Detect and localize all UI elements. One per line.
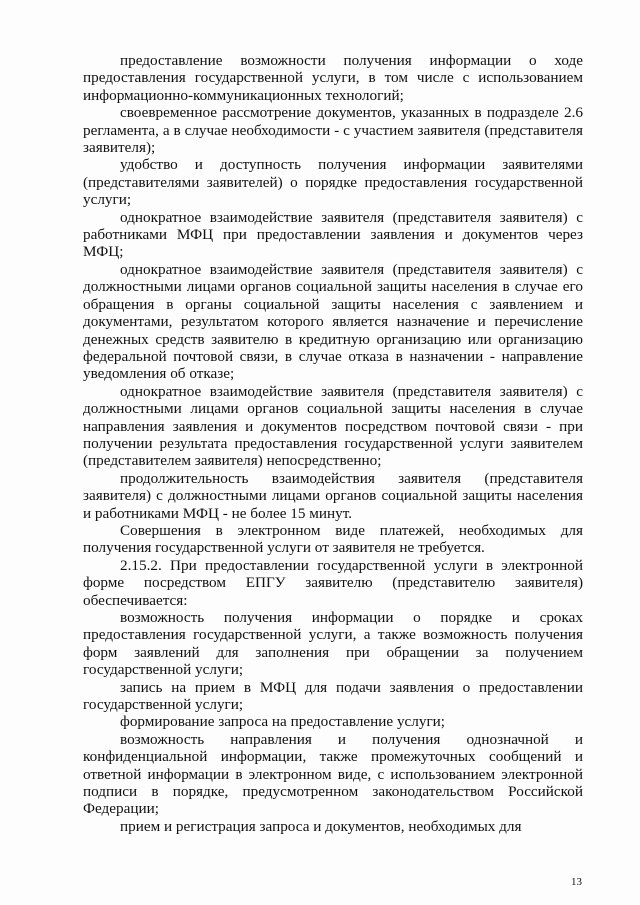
paragraph: 2.15.2. При предоставлении государственной услуги в электронной форме посредством ЕПГУ заявителю (представителю заявителя) обеспечивается: xyxy=(83,556,583,609)
paragraph: предоставление возможности получения информации о ходе предоставления государственной услуги, в том числе с использованием информационно-коммуникационных технологий; xyxy=(83,52,583,104)
paragraph: однократное взаимодействие заявителя (представителя заявителя) с должностными лицами органов социальной защиты населения в случае направления заявления и документов посредством почтовой связи - при получении результата предоставления государственной услуги заявителем (представителем заявителя) непосредственно; xyxy=(83,382,583,470)
paragraph: прием и регистрация запроса и документов, необходимых для xyxy=(120,817,522,835)
paragraph: запись на прием в МФЦ для подачи заявления о предоставлении государственной услуги; xyxy=(83,678,583,714)
paragraph: однократное взаимодействие заявителя (представителя заявителя) с должностными лицами органов социальной защиты населения в случае его обращения в органы социальной защиты населения с заявлением и документами, результатом которого является назначение и перечисление денежных средств заявителю в кредитную организацию или организацию федеральной почтовой связи, в случае отказа в назначении - направление уведомления об отказе; xyxy=(83,260,583,383)
paragraph: однократное взаимодействие заявителя (представителя заявителя) с работниками МФЦ при предоставлении заявления и документов через МФЦ; xyxy=(83,208,583,261)
paragraph: возможность получения информации о порядке и сроках предоставления государственной услуги, а также возможность получения форм заявлений для заполнения при обращении за получением государственной услуги; xyxy=(83,609,583,679)
paragraph: формирование запроса на предоставление услуги; xyxy=(120,713,446,731)
paragraph: своевременное рассмотрение документов, указанных в подразделе 2.6 регламента, а в случае необходимости - с участием заявителя (представителя заявителя); xyxy=(83,104,583,157)
paragraph: удобство и доступность получения информации заявителями (представителями заявителей) о порядке предоставления государственной услуги; xyxy=(83,156,583,209)
paragraph: продолжительность взаимодействия заявителя (представителя заявителя) с должностными лицами органов социальной защиты населения и работниками МФЦ - не более 15 минут. xyxy=(83,469,583,522)
body-text xyxy=(83,52,583,835)
paragraph: возможность направления и получения однозначной и конфиденциальной информации, также промежуточных сообщений и ответной информации в электронном виде, с использованием электронной подписи в порядке, предусмотренном законодательством Российской Федерации; xyxy=(83,730,583,818)
paragraph: Совершения в электронном виде платежей, необходимых для получения государственной услуги от заявителя не требуется. xyxy=(83,521,583,557)
page-number: 13 xyxy=(571,876,582,888)
